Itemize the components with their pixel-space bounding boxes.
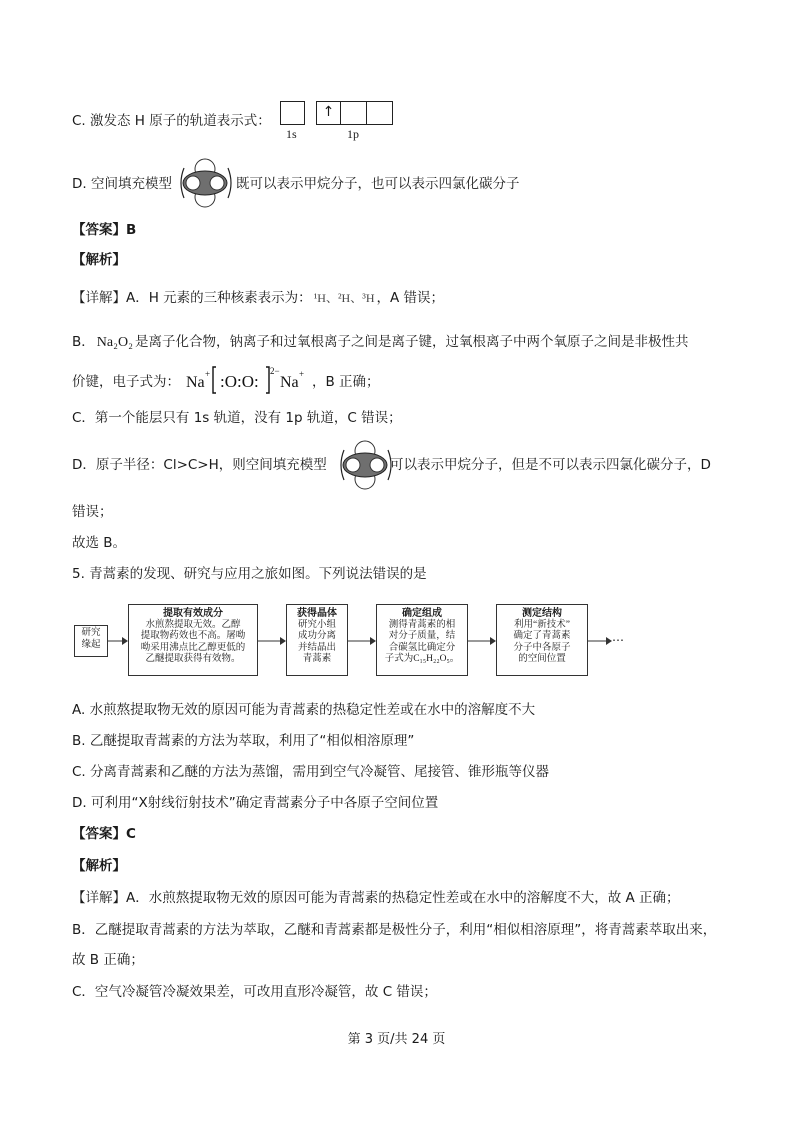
q5-option-b: B. 乙醚提取青蒿素的方法为萃取，利用了“相似相溶原理” [72, 733, 415, 749]
q4-detail-b-line2-suffix: ，B 正确； [312, 374, 380, 390]
flow-box-extract-title: 提取有效成分 [163, 608, 223, 619]
flow-box-structure [496, 604, 588, 676]
detail-b-line2-prefix: 价键，电子式为： [72, 374, 180, 390]
orbital-1p-box-2 [340, 101, 367, 125]
svg-text:Na: Na [186, 374, 205, 391]
q4-detail-d-suffix: 可以表示甲烷分子，但是不可以表示四氯化碳分子，D [390, 457, 711, 473]
space-filling-model-icon-2 [338, 440, 394, 490]
q4-conclusion: 故选 B。 [72, 535, 127, 551]
flow-box-crystal-body: 研究小组 成功分离 并结晶出 青蒿素 [297, 619, 336, 664]
detail-b-prefix: B． [72, 334, 95, 350]
flow-box-structure-title: 测定结构 [522, 608, 562, 619]
detail-b-line1-text: 是离子化合物，钠离子和过氧根离子之间是离子键，过氧根离子中两个氧原子之间是非极性共 [134, 334, 689, 350]
q5-option-c: C. 分离青蒿素和乙醚的方法为蒸馏，需用到空气冷凝管、尾接管、锥形瓶等仪器 [72, 764, 550, 780]
q4-detail-d-prefix: D．原子半径：Cl>C>H，则空间填充模型 [72, 457, 327, 473]
flow-box-structure-body: 利用“新技术” 确定了青蒿素 分子中各原子 的空间位置 [513, 619, 571, 664]
arrow-icon [588, 636, 612, 646]
orbital-label-1p: 1p [347, 127, 359, 141]
detail-a-prefix: 【详解】A．H 元素的三种核素表示为： [72, 290, 312, 306]
arrow-icon [468, 636, 496, 646]
q5-answer: 【答案】C [72, 826, 136, 842]
detail-a-suffix: ，A 错误； [376, 290, 445, 306]
q5-option-a: A. 水煎熬提取物无效的原因可能为青蒿素的热稳定性差或在水中的溶解度不大 [72, 702, 536, 718]
svg-text:2−: 2− [270, 366, 280, 376]
flow-box-extract [128, 604, 258, 676]
flow-start-box: 研究 缘起 [74, 625, 108, 657]
option-d-prefix: D. 空间填充模型 [72, 176, 172, 192]
flow-ellipsis: … [612, 630, 624, 644]
na2o2-formula: Na₂O₂ [96, 335, 133, 350]
q5-detail-b-line2: 故 B 正确； [72, 952, 144, 968]
electron-formula-icon [186, 363, 316, 397]
flow-box-crystal-title: 获得晶体 [297, 608, 337, 619]
svg-text::O:O:: :O:O: [220, 372, 259, 391]
q5-detail-b-line1: B．乙醚提取青蒿素的方法为萃取，乙醚和青蒿素都是极性分子，利用“相似相溶原理”，将青蒿素萃取出来， [72, 922, 717, 938]
q4-detail-b-line2 [72, 372, 180, 392]
flow-box-crystal [286, 604, 348, 676]
svg-text:+: + [205, 369, 211, 379]
flow-box-composition-body: 测得青蒿素的相 对分子质量，结 合碳氢比确定分 子式为C₁₅H₂₂O₅。 [384, 619, 460, 664]
q5-detail-c: C．空气冷凝管冷凝效果差，可改用直形冷凝管，故 C 错误； [72, 984, 437, 1000]
q4-detail-d-line2: 错误； [72, 504, 113, 520]
svg-text:+: + [299, 369, 305, 379]
q4-detail-a [72, 288, 444, 308]
orbital-1p-box-1: ↑ [316, 101, 341, 125]
option-c-text: C. 激发态 H 原子的轨道表示式： [72, 113, 271, 129]
q4-detail-c: C．第一个能层只有 1s 轨道，没有 1p 轨道，C 错误； [72, 410, 402, 426]
page-footer: 第 3 页/共 24 页 [347, 1032, 446, 1047]
q5-detail-a: 【详解】A．水煎熬提取物无效的原因可能为青蒿素的热稳定性差或在水中的溶解度不大，故 A 正确； [72, 890, 680, 906]
q4-analysis-heading: 【解析】 [72, 252, 126, 268]
q4-detail-b-line1 [72, 332, 688, 353]
svg-text:Na: Na [280, 374, 299, 391]
orbital-1s-box [280, 101, 305, 125]
arrow-icon [258, 636, 286, 646]
q5-analysis-heading: 【解析】 [72, 858, 126, 874]
arrow-icon [348, 636, 376, 646]
q4-answer: 【答案】B [72, 222, 137, 238]
flow-box-extract-body: 水煎熬提取无效。乙醇 提取物药效也不高。屠呦 呦采用沸点比乙醇更低的 乙醚提取获得有效物。 [140, 619, 246, 664]
flow-box-composition-title: 确定组成 [402, 608, 442, 619]
option-d-suffix: 既可以表示甲烷分子，也可以表示四氯化碳分子 [236, 176, 520, 192]
flow-box-composition [376, 604, 468, 676]
isotope-notation: ¹H、²H、³H [313, 291, 375, 305]
arrow-icon [108, 636, 128, 646]
q5-option-d: D. 可利用“X射线衍射技术”确定青蒿素分子中各原子空间位置 [72, 795, 439, 811]
orbital-1p-box-3 [366, 101, 393, 125]
orbital-label-1s: 1s [286, 127, 297, 141]
space-filling-model-icon [178, 158, 234, 208]
q5-stem: 5. 青蒿素的发现、研究与应用之旅如图。下列说法错误的是 [72, 566, 427, 582]
